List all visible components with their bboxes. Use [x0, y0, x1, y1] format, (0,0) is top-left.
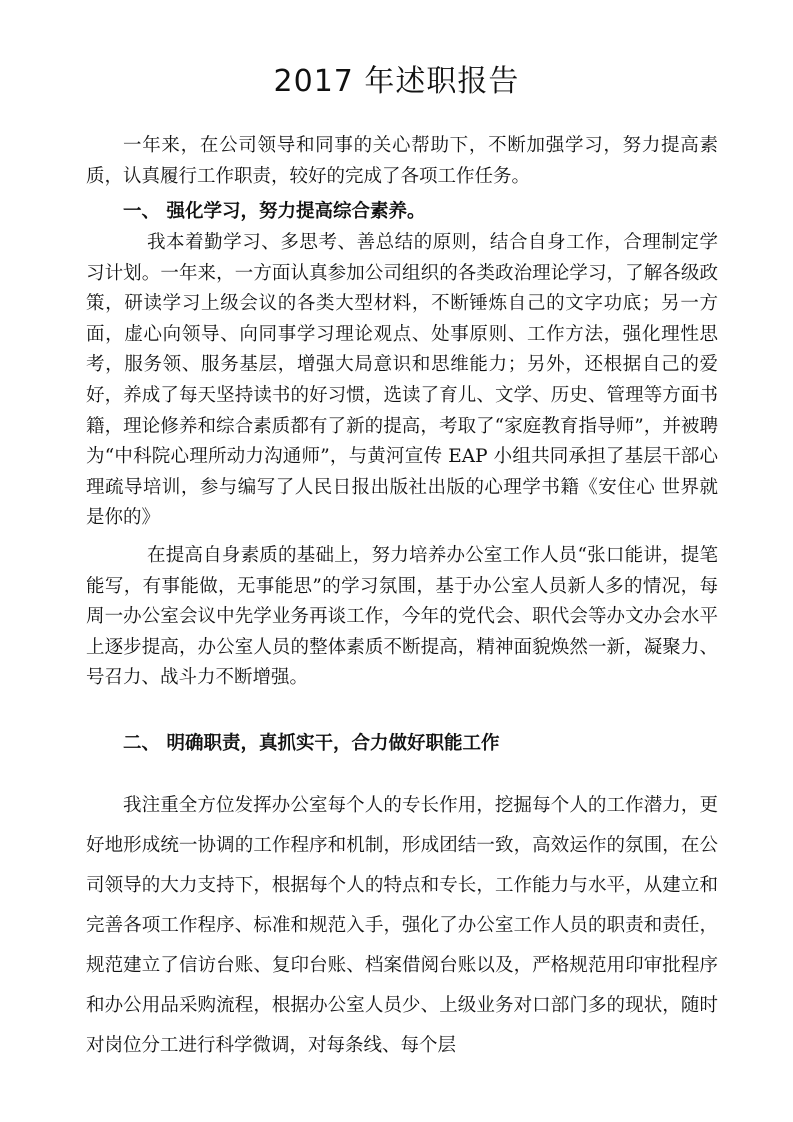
section-1-heading: 一、 强化学习，努力提高综合素养。 [123, 201, 426, 222]
section-2-heading: 二、 明确职责，真抓实干，合力做好职能工作 [123, 733, 500, 754]
section-2-paragraph-1: 我注重全方位发挥办公室每个人的专长作用，挖掘每个人的工作潜力，更好地形成统一协调的工作程序和机制，形成团结一致，高效运作的氛围，在公司领导的大力支持下，根据每个人的特点和专长，工作能力与水平，从建立和完善各项工作程序、标准和规范入手，强化了办公室工作人员的职责和责任，规范建立了信访台账、复印台账、档案借阅台账以及，严格规范用印审批程序和办公用品采购流程，根据办公室人员少、上级业务对口部门多的现状，随时对岗位分工进行科学微调，对每条线、每个层 [86, 795, 718, 1056]
section-1-paragraph-2: 在提高自身素质的基础上，努力培养办公室工作人员“张口能讲，提笔能写，有事能做，无事能思”的学习氛围，基于办公室人员新人多的情况，每周一办公室会议中先学业务再谈工作，今年的党代会、职代会等办文办会水平上逐步提高，办公室人员的整体素质不断提高，精神面貌焕然一新，凝聚力、号召力、战斗力不断增强。 [86, 545, 718, 689]
section-1-paragraph-1: 我本着勤学习、多思考、善总结的原则，结合自身工作，合理制定学习计划。一年来，一方面认真参加公司组织的各类政治理论学习，了解各级政策，研读学习上级会议的各类大型材料，不断锤炼自己的文字功底；另一方面，虚心向领导、向同事学习理论观点、处事原则、工作方法，强化理性思考，服务领、服务基层，增强大局意识和思维能力；另外，还根据自己的爱好，养成了每天坚持读书的好习惯，选读了育儿、文学、历史、管理等方面书籍，理论修养和综合素质都有了新的提高，考取了“家庭教育指导师”，并被聘为“中科院心理所动力沟通师”，与黄河宣传 EAP 小组共同承担了基层干部心理疏导培训，参与编写了人民日报出版社出版的心理学书籍《安住心 世界就是你的》 [86, 232, 718, 529]
intro-paragraph: 一年来，在公司领导和同事的关心帮助下，不断加强学习，努力提高素质，认真履行工作职责，较好的完成了各项工作任务。 [86, 135, 718, 187]
document-title: 2017 年述职报告 [273, 64, 520, 99]
